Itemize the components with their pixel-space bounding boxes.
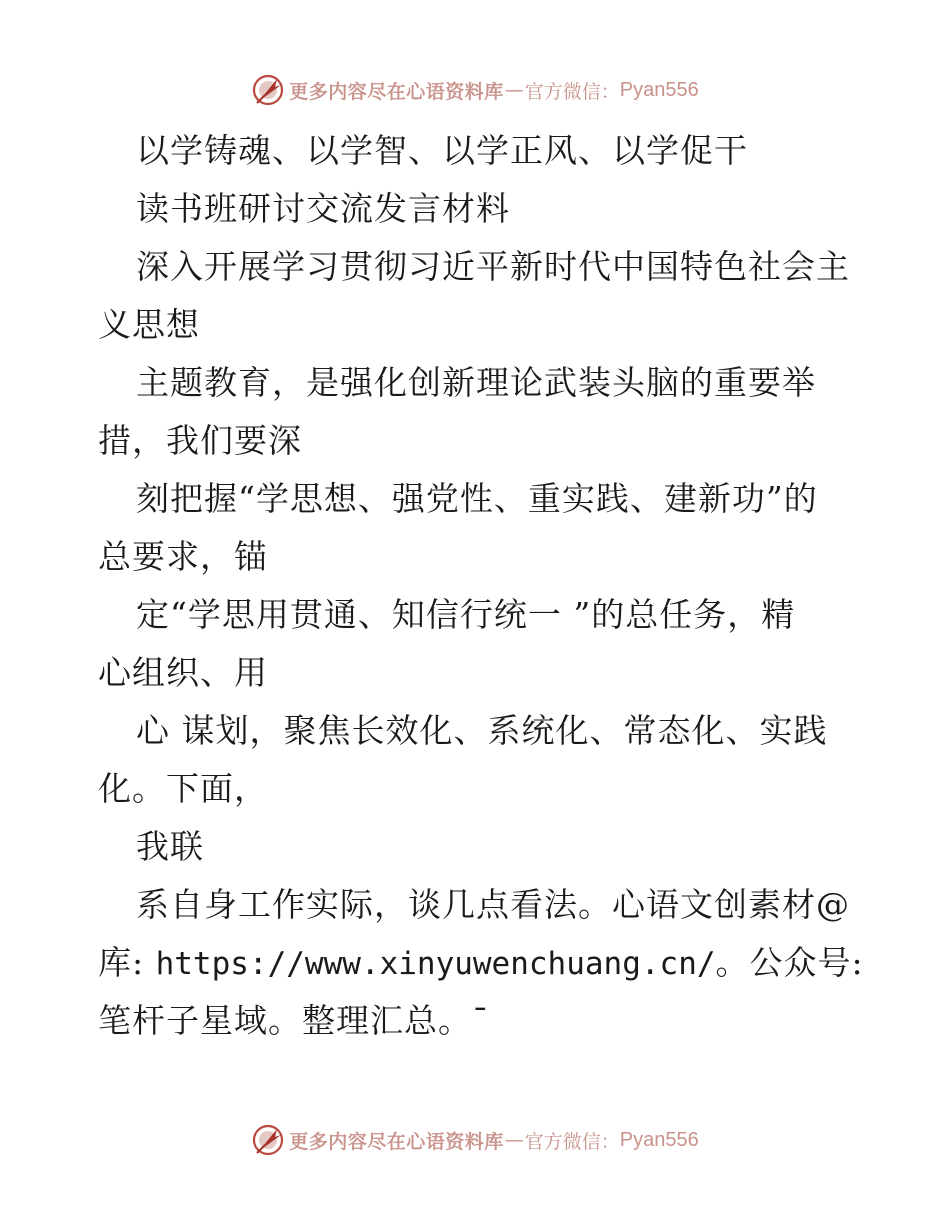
watermark-separator: —: [504, 1129, 524, 1151]
paragraph-line: 总要求，锚: [98, 537, 268, 576]
document-title: 以学铸魂、以学智、以学正风、以学促干: [136, 131, 748, 170]
paragraph-line: 我联: [136, 827, 204, 866]
document-subtitle: 读书班研讨交流发言材料: [136, 189, 510, 228]
paragraph-line: 义思想: [98, 305, 200, 344]
paragraph-line: 定“学思用贯通、知信行统一 ”的总任务，精: [136, 595, 796, 634]
paragraph-line: 措，我们要深: [98, 421, 302, 460]
source-url-link[interactable]: https://www.xinyuwenchuang.cn/: [155, 946, 716, 982]
url-suffix: 。公众号:: [715, 943, 864, 982]
watermark-wechat-id: Pyan556: [619, 78, 699, 101]
watermark-wechat-id: Pyan556: [619, 1128, 699, 1151]
watermark-brand: 更多内容尽在心语资料库: [289, 1130, 504, 1153]
url-line: [98, 934, 864, 992]
footer-watermark: [0, 1120, 950, 1160]
feather-pen-circle-icon: [251, 1123, 285, 1157]
paragraph-line: 系自身工作实际，谈几点看法。心语文创素材@: [136, 885, 850, 924]
paragraph-line: 刻把握“学思想、强党性、重实践、建新功”的: [136, 479, 818, 518]
watermark-wechat-label: 官方微信：: [524, 1130, 620, 1153]
paragraph-line: 主题教育，是强化创新理论武装头脑的重要举: [136, 363, 816, 402]
url-prefix: 库:: [98, 943, 156, 982]
paragraph-line: 心组织、用: [98, 653, 268, 692]
watermark-wechat-label: 官方微信：: [524, 80, 620, 103]
document-body: [98, 122, 864, 1050]
watermark-brand: 更多内容尽在心语资料库: [289, 80, 504, 103]
paragraph-line: 化。下面，: [98, 769, 268, 808]
paragraph-line: 深入开展学习贯彻习近平新时代中国特色社会主: [136, 247, 850, 286]
header-watermark: [0, 70, 950, 110]
paragraph-line: 心 谋划，聚焦长效化、系统化、常态化、实践: [136, 711, 828, 750]
paragraph-line: 笔杆子星域。整理汇总。¯: [98, 1001, 490, 1040]
watermark-separator: —: [504, 79, 524, 101]
feather-pen-circle-icon: [251, 73, 285, 107]
